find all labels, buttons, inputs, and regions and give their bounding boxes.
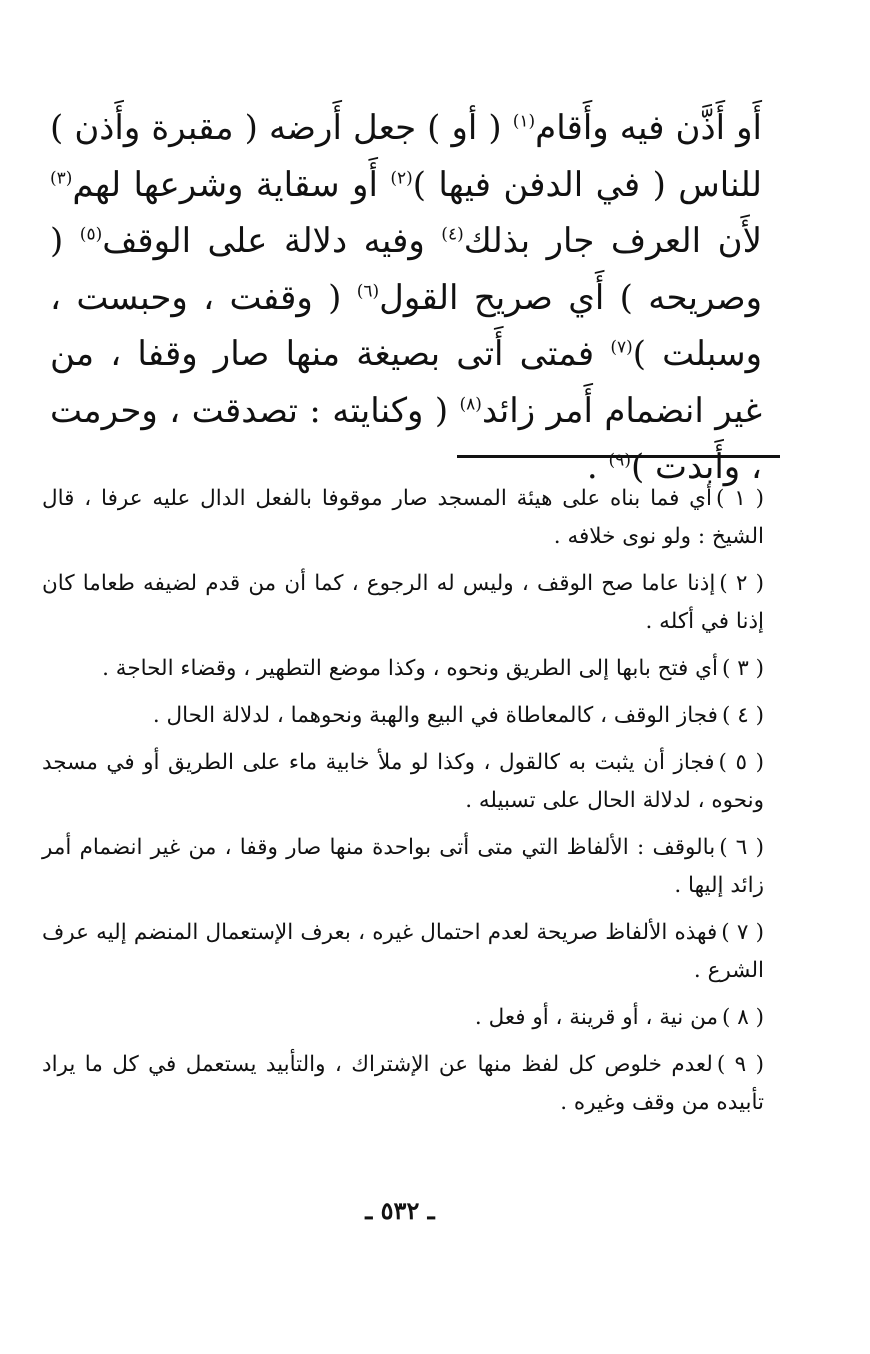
footnote-number: ( ٦ )	[719, 835, 764, 860]
footnote-number: ( ٧ )	[721, 920, 764, 945]
footnote-text: فجاز الوقف ، كالمعاطاة في البيع والهبة ونحوهما ، لدلالة الحال .	[152, 703, 718, 728]
footnote-item	[42, 914, 764, 990]
footnote-text: فهذه الألفاظ صريحة لعدم احتمال غيره ، بعرف الإستعمال المنضم إليه عرف الشرع .	[42, 920, 764, 983]
footnote-number: ( ١ )	[715, 486, 764, 511]
main-segment: لأَن العرف جار بذلك	[463, 221, 762, 261]
main-text	[50, 100, 762, 496]
footnote-marker[interactable]: (٢)	[390, 168, 413, 189]
footnote-number: ( ٩ )	[716, 1052, 764, 1077]
footnote-number: ( ٨ )	[721, 1005, 764, 1030]
footnote-item	[42, 650, 764, 688]
footnote-separator	[457, 455, 780, 458]
footnote-item	[42, 697, 764, 735]
footnote-text: بالوقف : الألفاظ التي متى أتى بواحدة منها صار وقفا ، من غير انضمام أمر زائد إليها .	[42, 835, 764, 898]
footnote-number: ( ٤ )	[721, 703, 764, 728]
page-number: ـ ٥٣٢ ـ	[365, 1196, 435, 1225]
main-segment: ( وكنايته : تصدقت ، وحرمت ، وأَبدت )	[50, 390, 762, 487]
main-segment: فمتى أَتى بصيغة منها صار وقفا ، من غير انضمام أَمر زائد	[50, 334, 762, 431]
footnote-marker[interactable]: (٤)	[441, 224, 464, 245]
footnote-text: فجاز أن يثبت به كالقول ، وكذا لو ملأ خابية ماء على الطريق أو في مسجد ونحوه ، لدلالة الحال على تسبيله .	[42, 750, 764, 813]
main-segment: .	[586, 447, 609, 487]
footnote-text: أي فما بناه على هيئة المسجد صار موقوفا بالفعل الدال عليه عرفا ، قال الشيخ : ولو نوى خلافه .	[42, 486, 764, 549]
footnote-number: ( ٥ )	[718, 750, 764, 775]
main-segment: أَو أَذَّن فيه وأَقام	[535, 108, 762, 148]
footnotes	[42, 480, 764, 1131]
footnote-number: ( ٣ )	[721, 656, 764, 681]
footnote-marker[interactable]: (٥)	[79, 224, 103, 245]
footnote-text: من نية ، أو قرينة ، أو فعل .	[474, 1005, 718, 1030]
main-segment: وفيه دلالة على الوقف	[102, 221, 442, 261]
footnote-marker[interactable]: (١)	[512, 111, 536, 132]
footnote-item	[42, 999, 764, 1037]
footnote-item	[42, 480, 764, 556]
footnote-item	[42, 565, 764, 641]
footnote-marker[interactable]: (٦)	[356, 281, 380, 302]
footnote-marker[interactable]: (٧)	[610, 337, 633, 358]
footnote-item	[42, 829, 764, 905]
footnote-number: ( ٢ )	[719, 571, 764, 596]
footnote-item	[42, 1046, 764, 1122]
footnote-item	[42, 744, 764, 820]
main-segment: أَو سقاية وشرعها لهم	[72, 164, 391, 205]
footnote-marker[interactable]: (٨)	[459, 394, 482, 415]
footnote-text: إذنا عاما صح الوقف ، وليس له الرجوع ، كما أن من قدم لضيفه طعاما كان إذنا في أكله .	[42, 571, 764, 634]
footnote-marker[interactable]: (٩)	[608, 450, 631, 471]
main-segment: ( أو ) جعل أَرضه ( مقبرة وأَذن ) للناس ( في الدفن فيها )	[50, 108, 762, 205]
footnote-marker[interactable]: (٣)	[50, 168, 73, 189]
main-segment: ( وصريحه ) أَي صريح القول	[50, 221, 762, 318]
footnote-text: لعدم خلوص كل لفظ منها عن الإشتراك ، والتأبيد يستعمل في كل ما يراد تأبيده من وقف وغيره .	[42, 1052, 764, 1115]
main-segment: ( وقفت ، وحبست ، وسبلت )	[50, 277, 762, 374]
footnote-text: أي فتح بابها إلى الطريق ونحوه ، وكذا موضع التطهير ، وقضاء الحاجة .	[102, 656, 718, 681]
main-paragraph	[50, 100, 762, 496]
